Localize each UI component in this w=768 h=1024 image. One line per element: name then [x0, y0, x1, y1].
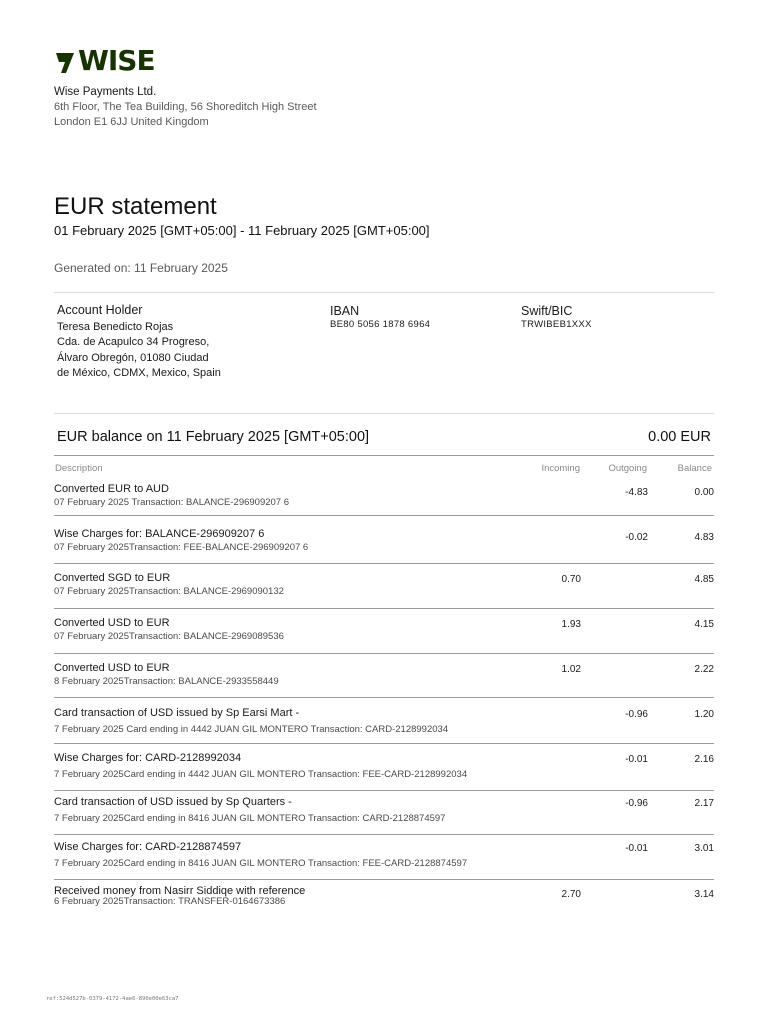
transaction-balance-amount: 0.00 — [694, 487, 714, 498]
account-holder-block — [57, 303, 221, 382]
row-divider — [54, 563, 714, 564]
transaction-balance-amount: 4.85 — [694, 574, 714, 585]
company-address-line1: 6th Floor, The Tea Building, 56 Shoreditch High Street — [54, 101, 317, 113]
transaction-outgoing-amount: -0.96 — [625, 798, 648, 809]
account-holder-name: Teresa Benedicto Rojas — [57, 320, 174, 333]
transaction-outgoing-amount: -0.01 — [625, 754, 648, 765]
transaction-outgoing-amount: -0.01 — [625, 843, 648, 854]
transaction-balance-amount: 2.16 — [694, 754, 714, 765]
transaction-description: Received money from Nasirr Siddiqe with reference — [54, 885, 306, 897]
divider — [54, 413, 714, 414]
transaction-outgoing-amount: -0.02 — [625, 532, 648, 543]
wise-flag-icon — [54, 48, 76, 74]
wise-logo — [54, 46, 155, 76]
row-divider — [54, 608, 714, 609]
transaction-description: Converted EUR to AUD — [54, 483, 169, 495]
account-holder-address-line: de México, CDMX, Mexico, Spain — [57, 367, 221, 379]
account-holder-label: Account Holder — [57, 303, 143, 317]
transaction-outgoing-amount: -4.83 — [625, 487, 648, 498]
transaction-details: 7 February 2025Card ending in 4442 JUAN GIL MONTERO Transaction: FEE-CARD-2128992034 — [54, 769, 468, 780]
transaction-balance-amount: 2.17 — [694, 798, 714, 809]
transaction-details: 07 February 2025Transaction: BALANCE-2969089536 — [54, 631, 284, 642]
row-divider — [54, 697, 714, 698]
transaction-outgoing-amount: -0.96 — [625, 709, 648, 720]
transaction-balance-amount: 4.15 — [694, 619, 714, 630]
iban-block — [330, 304, 430, 330]
row-divider — [54, 743, 714, 744]
transaction-incoming-amount: 1.02 — [561, 664, 581, 675]
row-divider — [54, 653, 714, 654]
transaction-description: Wise Charges for: CARD-2128992034 — [54, 752, 242, 764]
company-name: Wise Payments Ltd. — [54, 86, 157, 98]
transaction-details: 07 February 2025Transaction: FEE-BALANCE-296909207 6 — [54, 542, 309, 553]
iban-label: IBAN — [330, 304, 360, 318]
swift-label: Swift/BIC — [521, 304, 573, 318]
transaction-details: 07 February 2025 Transaction: BALANCE-296909207 6 — [54, 497, 290, 508]
row-divider — [54, 879, 714, 880]
transaction-details: 7 February 2025Card ending in 8416 JUAN GIL MONTERO Transaction: CARD-2128874597 — [54, 813, 446, 824]
company-address-line2: London E1 6JJ United Kingdom — [54, 116, 209, 128]
transaction-description: Card transaction of USD issued by Sp Earsi Mart - — [54, 707, 300, 719]
wise-logo-text: WISE — [78, 44, 155, 77]
transaction-details: 6 February 2025Transaction: TRANSFER-0164673386 — [54, 896, 286, 907]
iban-value: BE80 5056 1878 6964 — [330, 319, 431, 330]
transaction-description: Card transaction of USD issued by Sp Quarters - — [54, 796, 292, 808]
balance-label: EUR balance on 11 February 2025 [GMT+05:00] — [57, 429, 370, 445]
transaction-details: 7 February 2025 Card ending in 4442 JUAN GIL MONTERO Transaction: CARD-2128992034 — [54, 724, 449, 735]
account-holder-address-line: Cda. de Acapulco 34 Progreso, — [57, 336, 210, 348]
transaction-details: 8 February 2025Transaction: BALANCE-2933558449 — [54, 676, 279, 687]
transaction-incoming-amount: 0.70 — [561, 574, 581, 585]
generated-date: Generated on: 11 February 2025 — [54, 261, 228, 275]
balance-amount: 0.00 EUR — [648, 429, 711, 445]
transaction-description: Converted USD to EUR — [54, 662, 170, 674]
transaction-incoming-amount: 2.70 — [561, 889, 581, 900]
divider — [54, 455, 714, 456]
swift-value: TRWIBEB1XXX — [521, 319, 592, 330]
transaction-details: 7 February 2025Card ending in 8416 JUAN GIL MONTERO Transaction: FEE-CARD-2128874597 — [54, 858, 468, 869]
transaction-description: Wise Charges for: BALANCE-296909207 6 — [54, 528, 265, 540]
transaction-description: Converted USD to EUR — [54, 617, 170, 629]
row-divider — [54, 515, 714, 516]
column-header-outgoing: Outgoing — [608, 463, 647, 474]
statement-period: 01 February 2025 [GMT+05:00] - 11 February 2025 [GMT+05:00] — [54, 223, 430, 238]
transaction-details: 07 February 2025Transaction: BALANCE-2969090132 — [54, 586, 284, 597]
statement-title: EUR statement — [54, 193, 217, 220]
row-divider — [54, 834, 714, 835]
transaction-balance-amount: 1.20 — [694, 709, 714, 720]
company-info — [54, 85, 317, 130]
transaction-balance-amount: 3.01 — [694, 843, 714, 854]
column-header-description: Description — [55, 463, 103, 474]
swift-block — [521, 304, 592, 330]
row-divider — [54, 790, 714, 791]
account-holder-address-line: Álvaro Obregón, 01080 Ciudad — [57, 351, 209, 364]
column-header-balance: Balance — [677, 463, 712, 474]
column-header-incoming: Incoming — [541, 463, 580, 474]
transaction-balance-amount: 2.22 — [694, 664, 714, 675]
transaction-description: Converted SGD to EUR — [54, 572, 171, 584]
transaction-incoming-amount: 1.93 — [561, 619, 581, 630]
divider — [54, 292, 714, 293]
transaction-balance-amount: 4.83 — [694, 532, 714, 543]
document-reference-id: ref:524d527b-0379-4172-4ae6-890e00e63ca7 — [46, 996, 179, 1002]
transaction-balance-amount: 3.14 — [694, 889, 714, 900]
transaction-description: Wise Charges for: CARD-2128874597 — [54, 841, 242, 853]
